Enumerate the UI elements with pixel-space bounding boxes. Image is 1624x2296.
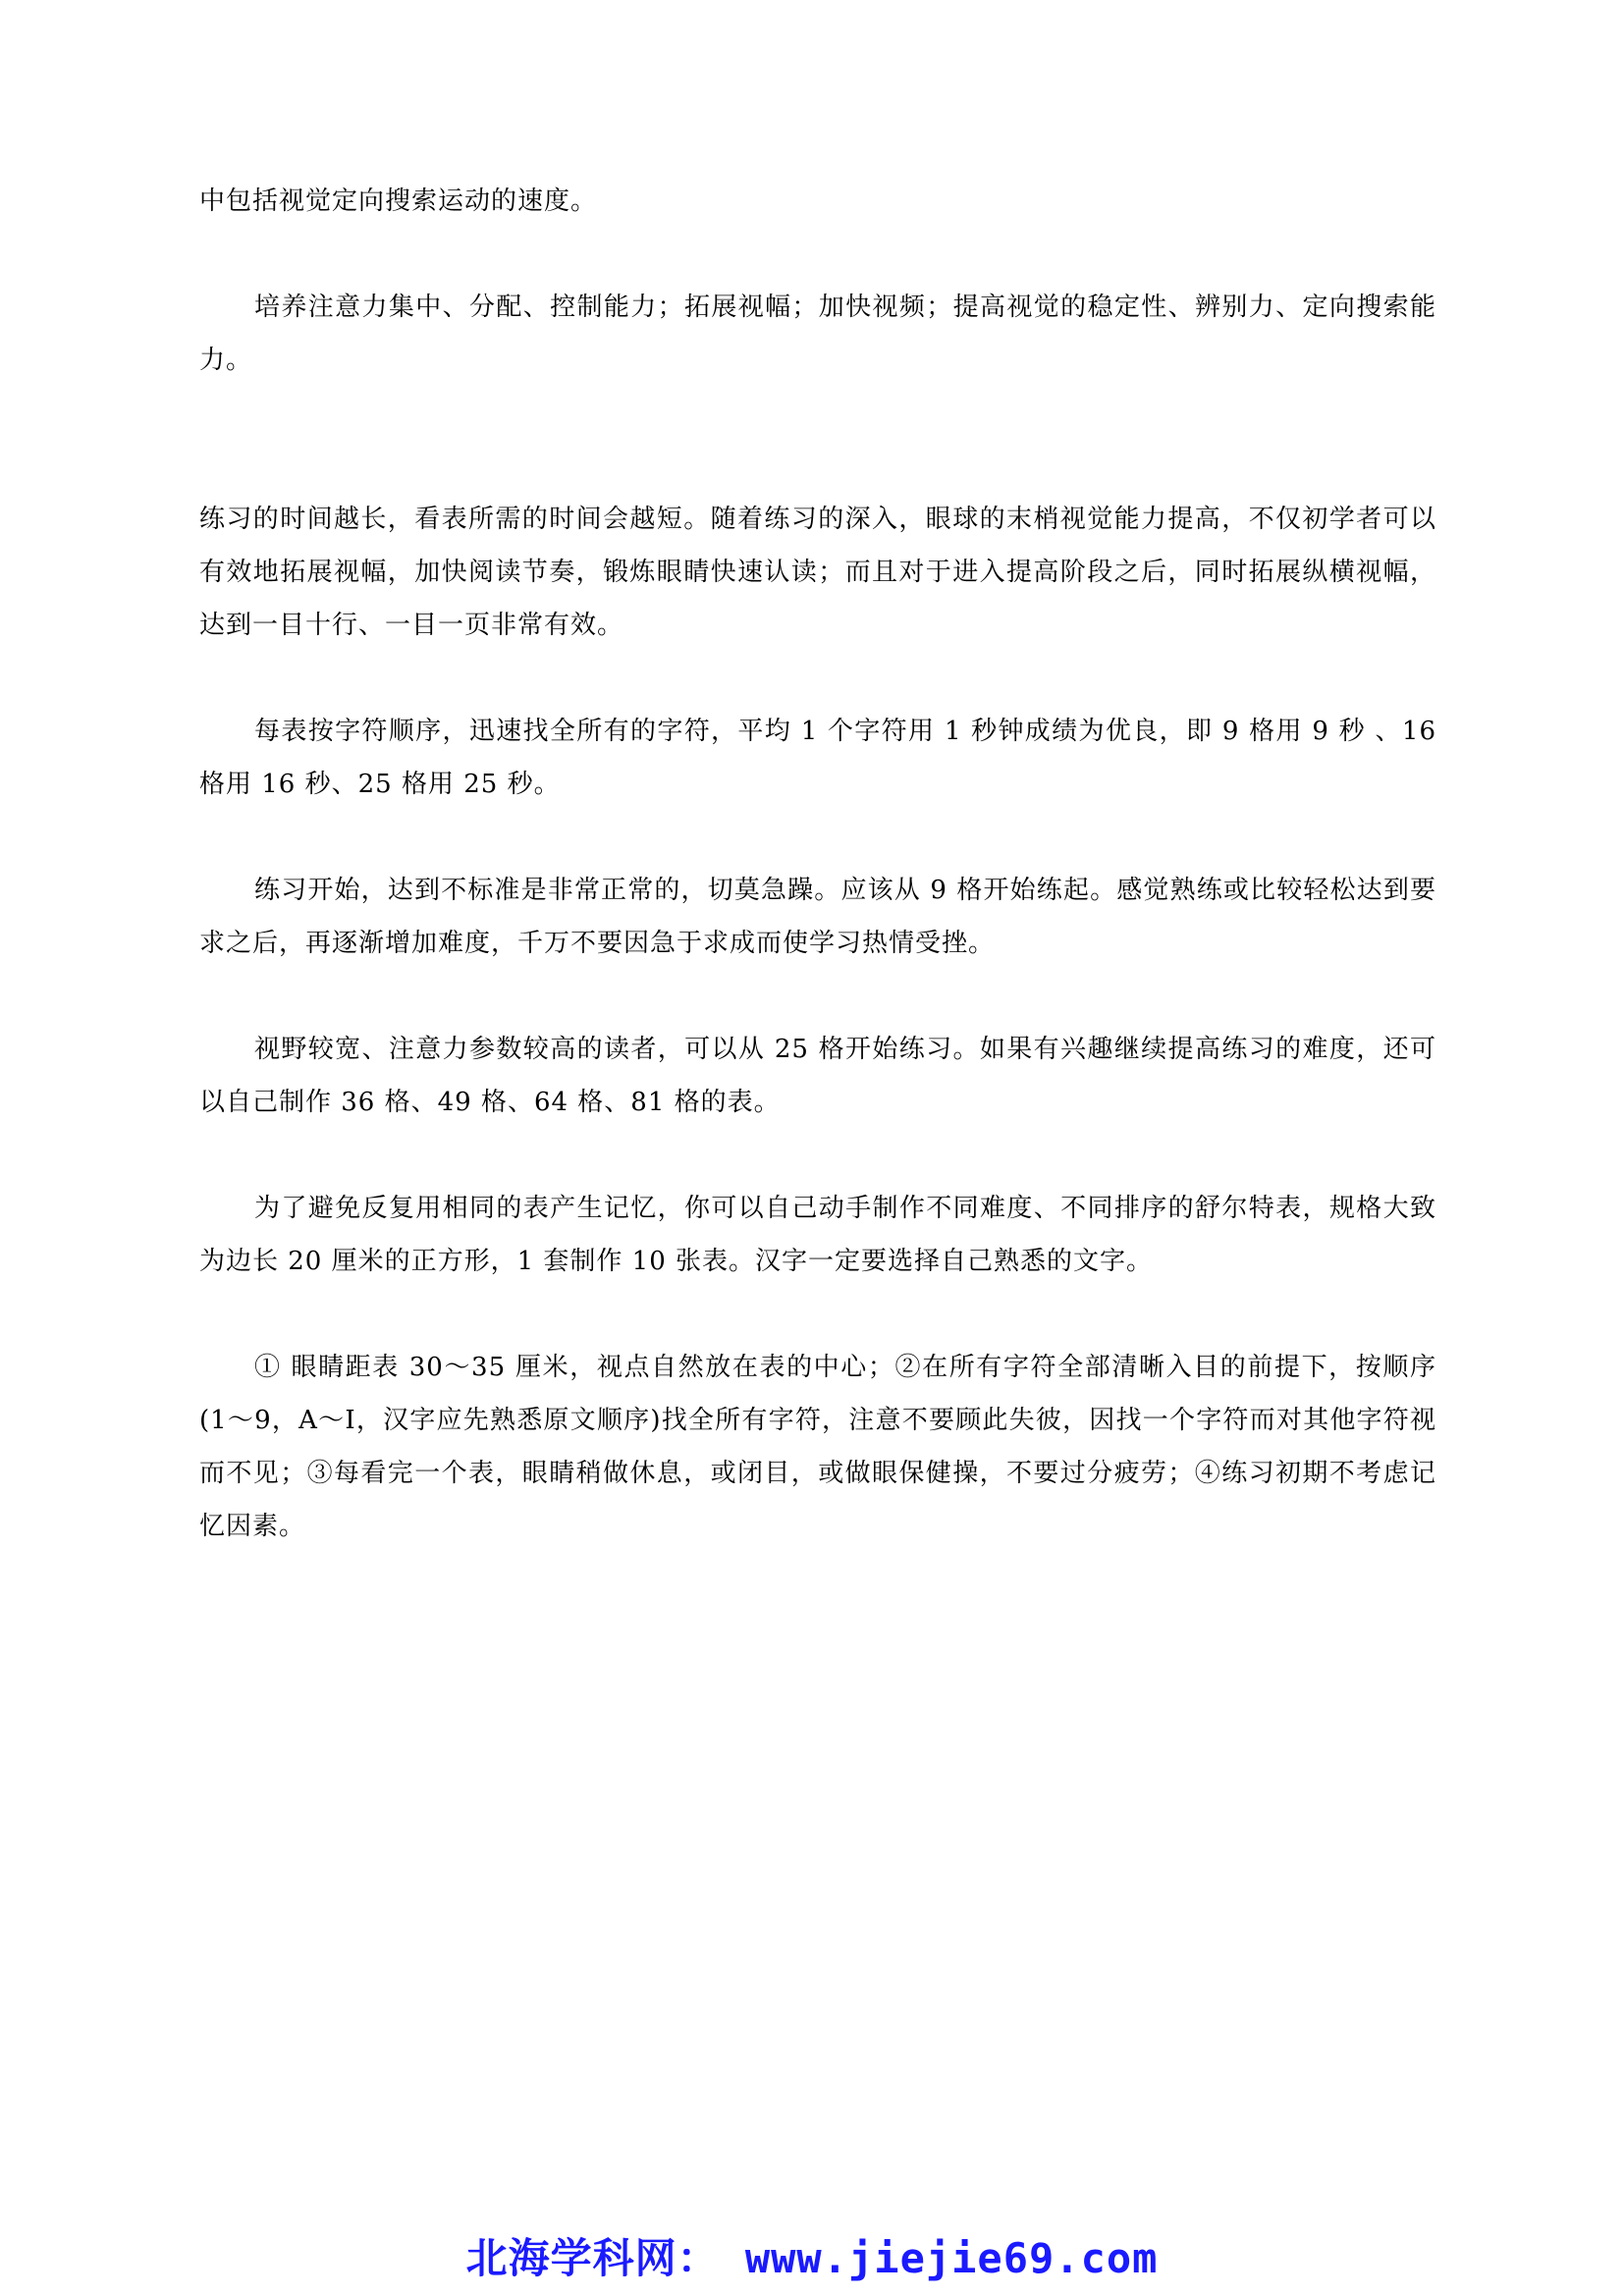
footer-website: 北海学科网： www.jiejie69.com	[465, 2234, 1159, 2282]
paragraph-advanced-readers: 视野较宽、注意力参数较高的读者，可以从 25 格开始练习。如果有兴趣继续提高练习的难度，还可以自己制作 36 格、49 格、64 格、81 格的表。	[199, 1035, 1436, 1117]
paragraph-make-tables: 为了避免反复用相同的表产生记忆，你可以自己动手制作不同难度、不同排序的舒尔特表，规格大致为边长 20 厘米的正方形，1 套制作 10 张表。汉字一定要选择自己熟悉的文字。	[199, 1194, 1436, 1276]
paragraph-speed: 中包括视觉定向搜索运动的速度。	[199, 187, 598, 216]
paragraph-training-goals: 培养注意力集中、分配、控制能力；拓展视幅；加快视频；提高视觉的稳定性、辨别力、定向搜索能力。	[199, 293, 1436, 375]
paragraph-practice-duration: 练习的时间越长，看表所需的时间会越短。随着练习的深入，眼球的末梢视觉能力提高，不仅初学者可以有效地拓展视幅，加快阅读节奏，锻炼眼睛快速认读；而且对于进入提高阶段之后，同时拓展纵横视幅，达到一目十行、一目一页非常有效。	[199, 505, 1436, 640]
paragraph-instructions: ① 眼睛距表 30～35 厘米，视点自然放在表的中心；②在所有字符全部清晰入目的前提下，按顺序(1～9，A～I，汉字应先熟悉原文顺序)找全所有字符，注意不要顾此失彼，因找一个字符而对其他字符视而不见；③每看完一个表，眼睛稍做休息，或闭目，或做眼保健操，不要过分疲劳；④练习初期不考虑记忆因素。	[199, 1353, 1436, 1541]
paragraph-getting-started: 练习开始，达到不标准是非常正常的，切莫急躁。应该从 9 格开始练起。感觉熟练或比较轻松达到要求之后，再逐渐增加难度，千万不要因急于求成而使学习热情受挫。	[199, 876, 1436, 958]
paragraph-scoring-standard: 每表按字符顺序，迅速找全所有的字符，平均 1 个字符用 1 秒钟成绩为优良，即 9 格用 9 秒 、16 格用 16 秒、25 格用 25 秒。	[199, 717, 1436, 799]
